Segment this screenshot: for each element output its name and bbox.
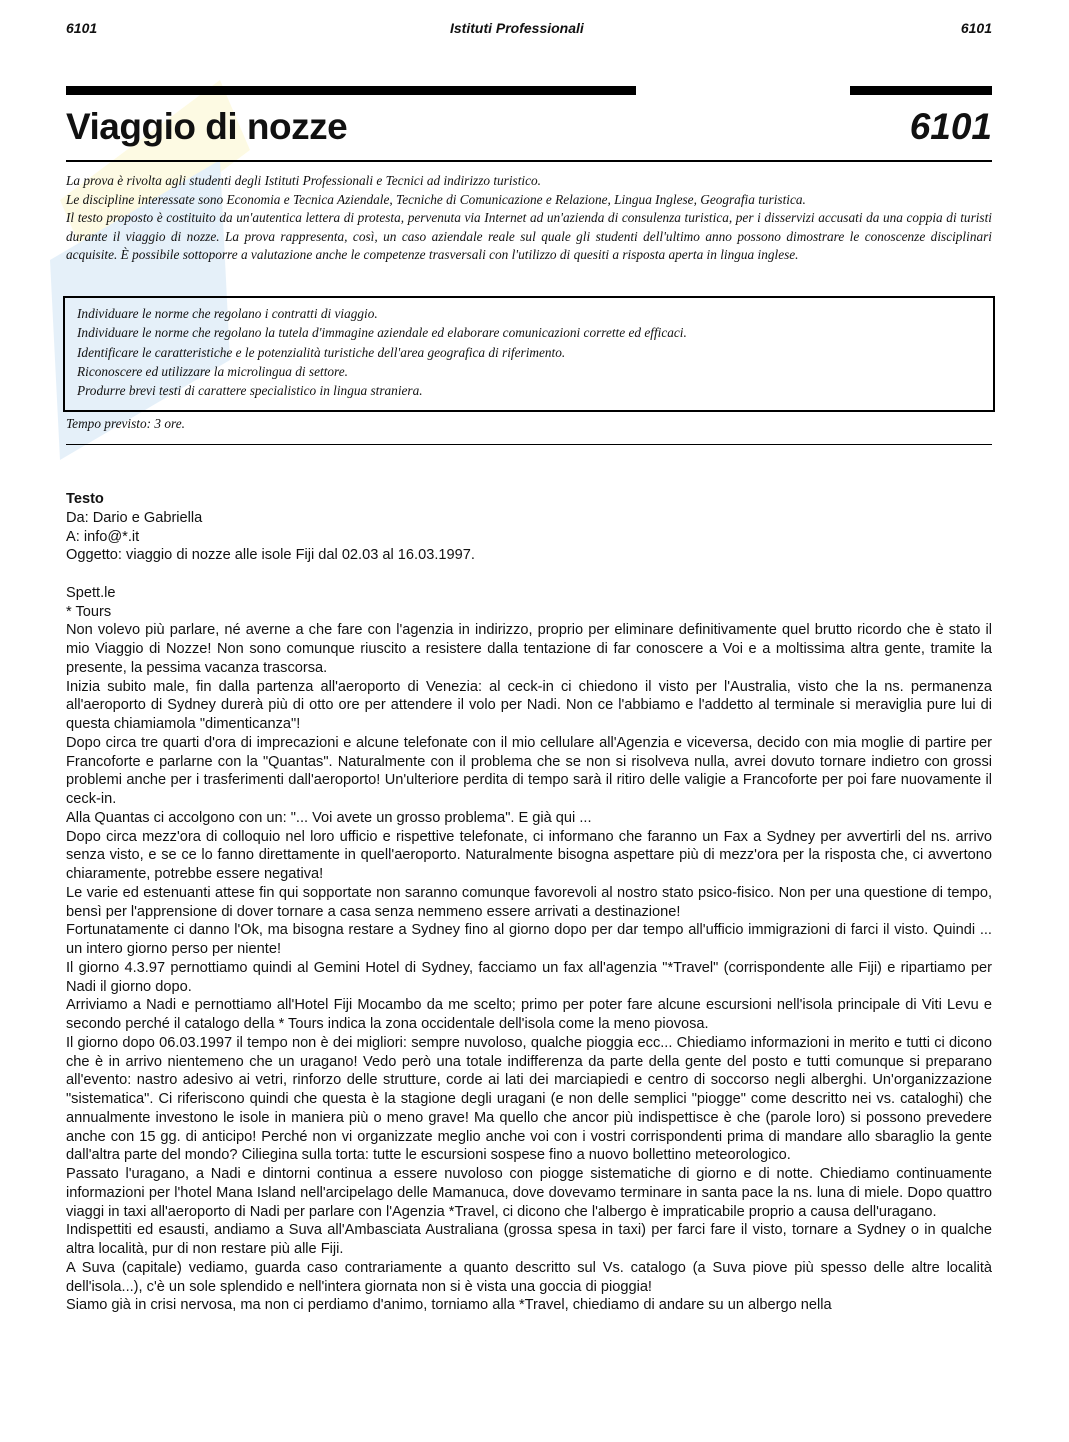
objectives-box	[63, 296, 995, 412]
letter-paragraph: Alla Quantas ci accolgono con un: "... Voi avete un grosso problema". E già qui ...	[66, 809, 592, 826]
objective-item: Riconoscere ed utilizzare la microlingua di settore.	[77, 363, 348, 379]
letter-to: A: info@*.it	[66, 528, 140, 545]
letter-from: Da: Dario e Gabriella	[66, 509, 203, 526]
divider	[66, 444, 992, 445]
section-heading: Testo	[66, 491, 104, 507]
letter-paragraph: Passato l'uragano, a Nadi e dintorni continua a essere nuvoloso con piogge sistematiche di giorno e di notte. Chiediamo continuamente informazioni per l'hotel Mana Island nell'arcipelago delle Mamanuca, dove dovevamo terminare in santa pace la ns. luna di miele. Dopo quattro viaggi in taxi all'aeroporto di Nadi per parlare con l'Agenzia *Travel, ci dicono che l'albergo è impraticabile proprio a causa dell'uragano.	[66, 1166, 992, 1220]
intro-paragraph: La prova è rivolta agli studenti degli Istituti Professionali e Tecnici ad indirizzo turistico.	[66, 173, 541, 188]
objective-item: Individuare le norme che regolano la tutela d'immagine aziendale ed elaborare comunicazioni corrette ed efficaci.	[77, 325, 687, 341]
objective-item: Identificare le caratteristiche e le potenzialità turistiche dell'area geografica di riferimento.	[77, 344, 566, 360]
divider	[66, 160, 992, 162]
letter-paragraph: A Suva (capitale) vediamo, guarda caso contrariamente a quanto descritto sul Vs. catalogo (a Suva piove più spesso delle altre località dell'isola...), c'è un sole splendido e nell'intera giornata non si è vista una goccia di pioggia!	[66, 1259, 992, 1295]
header-page-code-right: 6101	[960, 20, 992, 36]
objective-item: Produrre brevi testi di carattere specialistico in lingua straniera.	[77, 383, 423, 399]
title-bar-left	[66, 86, 636, 95]
letter-paragraph: Fortunatamente ci danno l'Ok, ma bisogna restare a Sydney fino al giorno dopo per dar tempo all'ufficio immigrazioni di farci il visto. Quindi ... un intero giorno perso per niente!	[66, 922, 992, 957]
test-code: 6101	[909, 106, 992, 147]
letter-paragraph: Indispettiti ed esausti, andiamo a Suva all'Ambasciata Australiana (grossa spesa in taxi) per farci fare il visto, tornare a Sydney o in qualche altra località, pur di non restare più alle Fiji.	[66, 1222, 992, 1257]
header-section: Istituti Professionali	[450, 20, 584, 36]
letter-paragraph: Il giorno dopo 06.03.1997 il tempo non è dei migliori: sempre nuvoloso, qualche pioggia ecc... Chiediamo informazioni in merito e tutti ci dicono che è in arrivo nientemeno che un uragano! Vedo però una totale indifferenza da parte della gente del posto e tutti comunque si preparano all'evento: nastro adesivo ai vetri, rinforzo delle strutture, corde ai lati dei marciapiedi e centro di soccorso negli alberghi. Un'organizzazione "sistematica". Ci riferiscono quindi che questa è la stagione degli uragani (e non delle semplici "piogge" come descritto nei vs. cataloghi) che annualmente investono le isole in maniera più o meno grave! Ma quello che ancor più indispettisce è che (parole loro) si possono prevedere anche con 15 gg. di anticipo! Perché non vi organizzate meglio anche voi con i vostri corrispondenti prima di mandare allo sbaraglio la gente dall'altra parte del mondo? Ciliegina sulla torta: tutte le escursioni sospese fino a nuovo bollettino meteorologico.	[66, 1034, 992, 1164]
intro-text	[66, 172, 992, 265]
title-bar-right	[850, 86, 992, 95]
letter-paragraph: Arriviamo a Nadi e pernottiamo all'Hotel Fiji Mocambo da me scelto; primo per poter fare alcune escursioni nell'isola principale di Viti Levu e secondo perché il catalogo della * Tours indica la zona occidentale dell'isola come la meno piovosa.	[66, 997, 992, 1032]
letter-paragraph: Il giorno 4.3.97 pernottiamo quindi al Gemini Hotel di Sydney, facciamo un fax all'agenzia "*Travel" (corrispondente alle Fiji) e ripartiamo per Nadi il giorno dopo.	[66, 959, 992, 995]
intro-paragraph: Il testo proposto è costituito da un'autentica lettera di protesta, pervenuta via Internet ad un'azienda di consulenza turistica, per i disservizi accusati da una coppia di turisti durante il viaggio di nozze. La prova rappresenta, così, un caso aziendale reale sul quale gli studenti dell'ultimo anno possono dimostrare le conoscenze disciplinari acquisite. È possibile sottoporre a valutazione anche le competenze trasversali con l'utilizzo di quesiti a risposta aperta in lingua inglese.	[66, 210, 992, 263]
letter-paragraph: Siamo già in crisi nervosa, ma non ci perdiamo d'animo, torniamo alla *Travel, chiediamo di andare su un albergo nella	[66, 1297, 832, 1314]
page-title: Viaggio di nozze	[66, 106, 348, 147]
letter-paragraph: Dopo circa mezz'ora di colloquio nel loro ufficio e rispettive telefonate, ci informano che faranno un Fax a Sydney per avvertirli del ns. arrivo senza visto, e se ce lo fanno direttamente in quell'aeroporto. Naturalmente bisogna aspettare più di mezz'ora per la risposta che, ci avvertono chiaramente, potrebbe essere negativa!	[66, 828, 992, 882]
letter-paragraph: Non volevo più parlare, né averne a che fare con l'agenzia in indirizzo, proprio per eliminare definitivamente quel brutto ricordo che è stato il mio Viaggio di Nozze! Non sono comunque riuscito a resistere dalla tentazione di far conoscere a Voi e a moltissima altra gente, tramite la presente, la pessima vacanza trascorsa.	[66, 622, 992, 676]
intro-paragraph: Le discipline interessate sono Economia e Tecnica Aziendale, Tecniche di Comunicazione e Relazione, Lingua Inglese, Geografia turistica.	[66, 191, 806, 207]
letter-paragraph: Dopo circa tre quarti d'ora di imprecazioni e alcune telefonate con il mio cellulare all'Agenzia e viceversa, decido con mia moglie di partire per Francoforte e parlarne con la "Quantas". Naturalmente con il problema che se non si risolveva nulla, avrei dovuto tornare indietro con grossi problemi anche per i trasferimenti dall'aeroporto! Un'ulteriore perdita di tempo sarà il ritiro delle valigie a Francoforte per poi fare nuovamente il ceck-in.	[66, 734, 992, 807]
time-allowed: Tempo previsto: 3 ore.	[66, 416, 185, 431]
header-page-code-left: 6101	[66, 20, 98, 36]
letter-paragraph: Inizia subito male, fin dalla partenza all'aeroporto di Venezia: al ceck-in ci chiedono il visto per l'Australia, visto che la ns. permanenza all'aeroporto di Sydney durerà più di otto ore per attendere il volo per Nadi. Non ce l'abbiamo e l'addetto al terminale si meraviglia pure lui di questa chiamiamola "dimenticanza"!	[66, 678, 992, 732]
letter-subject: Oggetto: viaggio di nozze alle isole Fiji dal 02.03 al 16.03.1997.	[66, 547, 475, 564]
letter-paragraph: Le varie ed estenuanti attese fin qui sopportate non saranno comunque favorevoli al nostro stato psico-fisico. Non per una questione di tempo, bensì per l'apprensione di dover tornare a casa senza nemmeno essere arrivati a destinazione!	[66, 884, 992, 920]
objective-item: Individuare le norme che regolano i contratti di viaggio.	[77, 306, 378, 321]
letter-text	[66, 490, 992, 1315]
letter-salutation: Spett.le	[66, 584, 116, 601]
letter-salutation: * Tours	[66, 603, 112, 620]
